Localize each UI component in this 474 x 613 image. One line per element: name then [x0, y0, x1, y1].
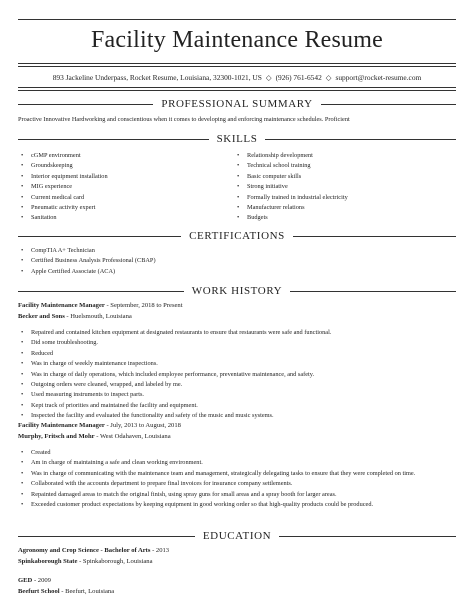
education-school: Beefurt School: [18, 588, 60, 595]
education-year: - 2013: [150, 547, 170, 554]
heading-line: [321, 104, 456, 105]
education-school-line: [18, 588, 114, 595]
contact-phone: (926) 761-6542: [275, 73, 322, 82]
certifications-heading: [18, 229, 456, 243]
education-location: - Spinkaborough, Louisiana: [77, 558, 153, 565]
certification-item: • Apple Certified Associate (ACA): [18, 267, 156, 277]
certifications-heading-text: CERTIFICATIONS: [189, 230, 285, 242]
skill-item: • Sanitation: [18, 213, 108, 223]
heading-line: [265, 139, 456, 140]
education-heading: [18, 529, 456, 543]
job-bullet: • Inspected the facility and evaluated the functionality and safety of the music and music systems.: [18, 411, 456, 421]
skill-item: • MIG experience: [18, 182, 108, 192]
job-bullet-list: [18, 448, 456, 510]
contact-rule-2: [18, 90, 456, 91]
skill-item: • Basic computer skills: [234, 172, 348, 182]
header-rule-1: [18, 63, 456, 64]
heading-line: [18, 236, 181, 237]
certification-item: • CompTIA A+ Technician: [18, 246, 156, 256]
contact-rule-1: [18, 87, 456, 88]
job-bullet: • Kept track of priorities and maintained the facility and equipment.: [18, 401, 456, 411]
heading-line: [18, 104, 153, 105]
job-bullet: • Repainted damaged areas to match the original finish, using spray guns for small areas and a spray booth for larger areas.: [18, 490, 456, 500]
job-bullet: • Collaborated with the accounts department to prepare final invoices for insurance company settlements.: [18, 479, 456, 489]
resume-title: Facility Maintenance Resume: [91, 27, 383, 53]
job-title: Facility Maintenance Manager: [18, 302, 105, 309]
job-company-line: [18, 313, 132, 320]
job-bullet: • Was in charge of communicating with the maintenance team and management, strategically delegating tasks to ensure that they were completed on time.: [18, 469, 456, 479]
summary-text: Proactive Innovative Hardworking and conscientious when it comes to developing and enforcing maintenance schedules. Proficient: [18, 116, 350, 123]
job-bullet: • Exceeded customer product expectations by keeping equipment in good working order so that high-quality products could be produced.: [18, 500, 456, 510]
skill-item: • Pneumatic activity expert: [18, 203, 108, 213]
heading-line: [293, 236, 456, 237]
summary-heading: [18, 97, 456, 111]
job-company-line: [18, 433, 171, 440]
work-history-heading: [18, 284, 456, 298]
skills-left-column: [18, 151, 108, 224]
job-bullet: • Was in charge of weekly maintenance inspections.: [18, 359, 456, 369]
skills-heading: [18, 132, 456, 146]
heading-line: [18, 291, 184, 292]
education-degree-line: [18, 547, 169, 554]
skill-item: • Strong initiative: [234, 182, 348, 192]
diamond-separator-icon: ◇: [325, 73, 332, 82]
skill-item: • Technical school training: [234, 161, 348, 171]
job-bullet: • Did some troubleshooting.: [18, 338, 456, 348]
job-dates: - September, 2018 to Present: [104, 302, 183, 309]
contact-line: [0, 73, 474, 82]
skill-item: • Manufacturer relations: [234, 203, 348, 213]
education-year: - 2009: [32, 577, 51, 584]
certification-item: • Certified Business Analysis Professional (CBAP): [18, 256, 156, 266]
skills-heading-text: SKILLS: [216, 133, 258, 145]
certifications-list: [18, 246, 156, 277]
skill-item: • Current medical card: [18, 193, 108, 203]
job-title: Facility Maintenance Manager: [18, 422, 105, 429]
job-location: - West Odahaven, Louisiana: [94, 433, 171, 440]
skill-item: • cGMP environment: [18, 151, 108, 161]
job-title-line: [18, 422, 181, 429]
job-bullet: • Am in charge of maintaining a safe and clean working environment.: [18, 458, 456, 468]
heading-line: [279, 536, 456, 537]
education-degree-line: [18, 577, 51, 584]
education-location: - Beefurt, Louisiana: [59, 588, 115, 595]
education-degree: GED: [18, 577, 33, 584]
education-heading-text: EDUCATION: [202, 530, 272, 542]
job-location: - Huelsmouth, Louisiana: [64, 313, 132, 320]
job-bullet: • Reduced: [18, 349, 456, 359]
skill-item: • Interior equipment installation: [18, 172, 108, 182]
skill-item: • Groundskeeping: [18, 161, 108, 171]
job-title-line: [18, 302, 183, 309]
education-school-line: [18, 558, 153, 565]
contact-email: support@rocket-resume.com: [335, 73, 422, 82]
work-history-heading-text: WORK HISTORY: [191, 285, 283, 297]
skill-item: • Budgets: [234, 213, 348, 223]
summary-heading-text: PROFESSIONAL SUMMARY: [161, 98, 313, 110]
skill-item: • Relationship development: [234, 151, 348, 161]
top-rule: [18, 19, 456, 20]
heading-line: [290, 291, 456, 292]
education-school: Spinkaborough State: [18, 558, 78, 565]
skills-right-column: [234, 151, 348, 224]
diamond-separator-icon: ◇: [265, 73, 272, 82]
job-bullet: • Repaired and contained kitchen equipment at designated restaurants to ensure that restaurants were safe and functional.: [18, 328, 456, 338]
job-bullet: • Was in charge of daily operations, which included employee performance, preventative maintenance, and safety.: [18, 370, 456, 380]
job-bullet: • Created: [18, 448, 456, 458]
job-bullet: • Used measuring instruments to inspect parts.: [18, 390, 456, 400]
skill-item: • Formally trained in industrial electricity: [234, 193, 348, 203]
heading-line: [18, 139, 209, 140]
heading-line: [18, 536, 195, 537]
contact-address: 893 Jackeline Underpass, Rocket Resume, Louisiana, 32300-1021, US: [52, 73, 262, 82]
education-degree: Agronomy and Crop Science - Bachelor of Arts: [18, 547, 151, 554]
header-rule-2: [18, 66, 456, 67]
job-company: Becker and Sons: [18, 313, 65, 320]
job-dates: - July, 2013 to August, 2018: [104, 422, 181, 429]
job-bullet-list: [18, 328, 456, 422]
job-bullet: • Outgoing orders were cleaned, wrapped, and labeled by me.: [18, 380, 456, 390]
job-company: Murphy, Fritsch and Mohr: [18, 433, 95, 440]
